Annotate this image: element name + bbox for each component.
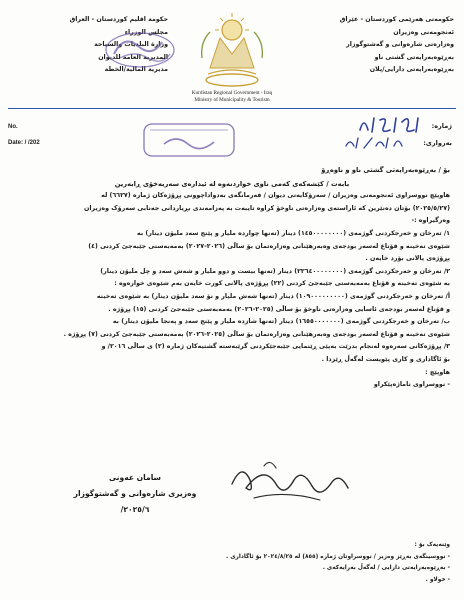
body-line: (٢٠٢٥/٥/٢٧) بۆتان دەنێرین کە ئاراستەی وەزارەتی ناوخۆ کراوە تایبەت بە پەزامەندی بڕیاردانی جەنابی سەرۆک وەزیران [83, 204, 450, 212]
body-line: ١/ تەرخان و خەرجکردنی گوژمەی (١٤٥٠٠٠٠٠٠٠٠) دینار (تەنها چواردە ملیار و پێنج سەد ملیۆن دینار) بە [137, 229, 450, 237]
header-kurdish-line: بەڕێوەبەرایەتی گشتی ناو [374, 53, 454, 61]
reference-date-label: بەرواری: [423, 139, 452, 147]
body-line: پڕۆژەی پالانی بۆرد خایەن . [365, 255, 450, 263]
copies-item: - نووسینگەی بەڕێز وەزیر / نووسراوتان ژمارە (٨٥٥) لە ٢٠٢٤/٨/٢٥ بۆ ئاگاداری . [225, 553, 450, 560]
signatory-title: وەزیری شارەوانی و گەشتوگوزار [73, 489, 197, 498]
copies-to [226, 540, 450, 586]
body-line: وەرگیراوە :- [411, 217, 450, 225]
header-divider [8, 108, 456, 109]
copies-item: - بەڕێوەبەرایەتی دارایی / لەگەڵ بەرایەکەی . [322, 565, 450, 572]
received-stamp [140, 116, 238, 162]
body-line: ب/ تەرخان و خەرجکردنی گوژمەی (١٦٥٥٠٠٠٠٠٠٠) دینار (تەنها شازدە ملیار و پێنج سەد و پەنجا ملیۆن دینار) بە [112, 318, 450, 326]
body-line: شێوەی تەخینە و قۆناغ لەسەر بودجەی وەبەرهێنانی وەزارەتمان بۆ ساڵی (٢٠٢٥-٢٠٢٦) بەمەبەستی جێبەجێ کردنی (٧) پڕۆژە . [63, 330, 450, 338]
emblem-caption [160, 90, 304, 104]
body-line: هاوپێچ نووسراوی ئەنجومەنی وەزیران / سەرۆکایەتی دیوان / فەرمانگەی بەدواداچوونی پڕۆژەکان ژمارە (٦٦٢٧) لە [101, 192, 450, 200]
copies-item: - خولاو . [425, 576, 450, 583]
copies-heading: وێنەیەک بۆ : [414, 542, 450, 548]
header-arabic-line: المديرية العامة للديوان [98, 53, 168, 61]
body-line: و قۆناغ لەسەر بودجەی ئاسایی وەزارەتی ناوخۆ بۆ ساڵی (٢٠٢٥-٢٠٢٦) بەمەبەستی جێبەجێ کردنی (١٥) پڕۆژە . [108, 305, 450, 313]
recipient-line: بۆ / بەڕێوەبەرایەتی گشتی ناو و ناوەڕۆ [321, 166, 450, 174]
body-line: ٣/ پڕۆژەکانی سەرەوە لەنجام بدرێت بەپێی ڕێنمایی جێبەجێکردنی گرێبەستە گشتیەکان ژمارە (٢) ی ساڵی ٢٠١٦/ و [101, 343, 450, 351]
signature-block [60, 470, 210, 518]
signature-date: ٢٠٢٥/٦/ [120, 505, 150, 514]
body-line: ٢/ تەرخان و خەرجکردنی گوژمەی (٢٢٦٤٠٠٠٠٠٠٠٠) دینار (تەنها بیست و دوو ملیار و شەش سەد و چل ملیۆن دینار) [100, 267, 450, 275]
date-label: Date: / /202 [8, 140, 40, 146]
registry-stamp [100, 28, 178, 72]
sun-emblem-icon [196, 8, 268, 88]
emblem-caption-line2: Ministry of Municipality & Tourism [194, 97, 270, 103]
handwritten-date [342, 134, 408, 152]
number-label: No. [8, 124, 18, 130]
header-kurdish-line: بەڕێوەبەرایەتی دارایی/پلان [369, 66, 454, 73]
body-line: بە شێوەی تەخینە و قۆناغ بەمەبەستی جێبەجێ کردنی (٢٢) پڕۆژەی پالانی کورت خایەن بەم شێوەی خوارەوە : [114, 280, 450, 288]
body-line: بۆ ئاگاداری و کاری پێویست لەگەڵ ڕێزدا . [321, 355, 450, 363]
header-kurdish-line: حکومەتی هەرێمی کوردستان - عێراق [339, 16, 454, 23]
header-arabic-line: وزارة البلديات والسياحة [94, 41, 168, 48]
header-arabic-line: مديرية المالية/الخطة [104, 66, 168, 73]
letter-body [14, 164, 450, 392]
header-arabic-line: حكومة اقليم كوردستان - العراق [69, 16, 168, 23]
handwritten-signature [224, 454, 354, 510]
header-arabic-line: مجلس الوزراء [124, 28, 168, 36]
attachments-heading: هاوپێچ : [425, 368, 450, 376]
signatory-name: سامان عەونی [108, 473, 162, 482]
body-line: أ/ تەرخان و خەرجکردنی گوژمەی (١٠٩٠٠٠٠٠٠٠٠٠) دینار (تەنها شەش ملیار و نۆ سەد ملیۆن دینار) بە شێوەی تەخینە [96, 292, 450, 300]
header-kurdish [289, 14, 454, 77]
header-kurdish-line: ئەنجومەنی وەزیران [393, 28, 454, 36]
header-kurdish-line: وەزارەتی شارەوانی و گەشتوگوزار [346, 41, 454, 48]
attachment-item: - نووسراوی ناماژەپێکراو [373, 381, 450, 389]
reference-number-label: ژمارە: [431, 122, 452, 130]
subject-line: بابەت / کێشەکەی کەمی ناوی خواردنەوە لە ئیدارەی سەربەخۆی ڕابەرین [114, 179, 350, 188]
body-line: شێوەی تەخینە و قۆناغ لەسەر بودجەی وەبەرهێنانی وەزارەتمان بۆ ساڵی (٢٠٢٦-٢٠٢٧) بەمەبەستی جێبەجێ کردنی (٤) [88, 242, 450, 250]
emblem-caption-line1: Kurdistan Regional Government - Iraq [191, 90, 273, 96]
